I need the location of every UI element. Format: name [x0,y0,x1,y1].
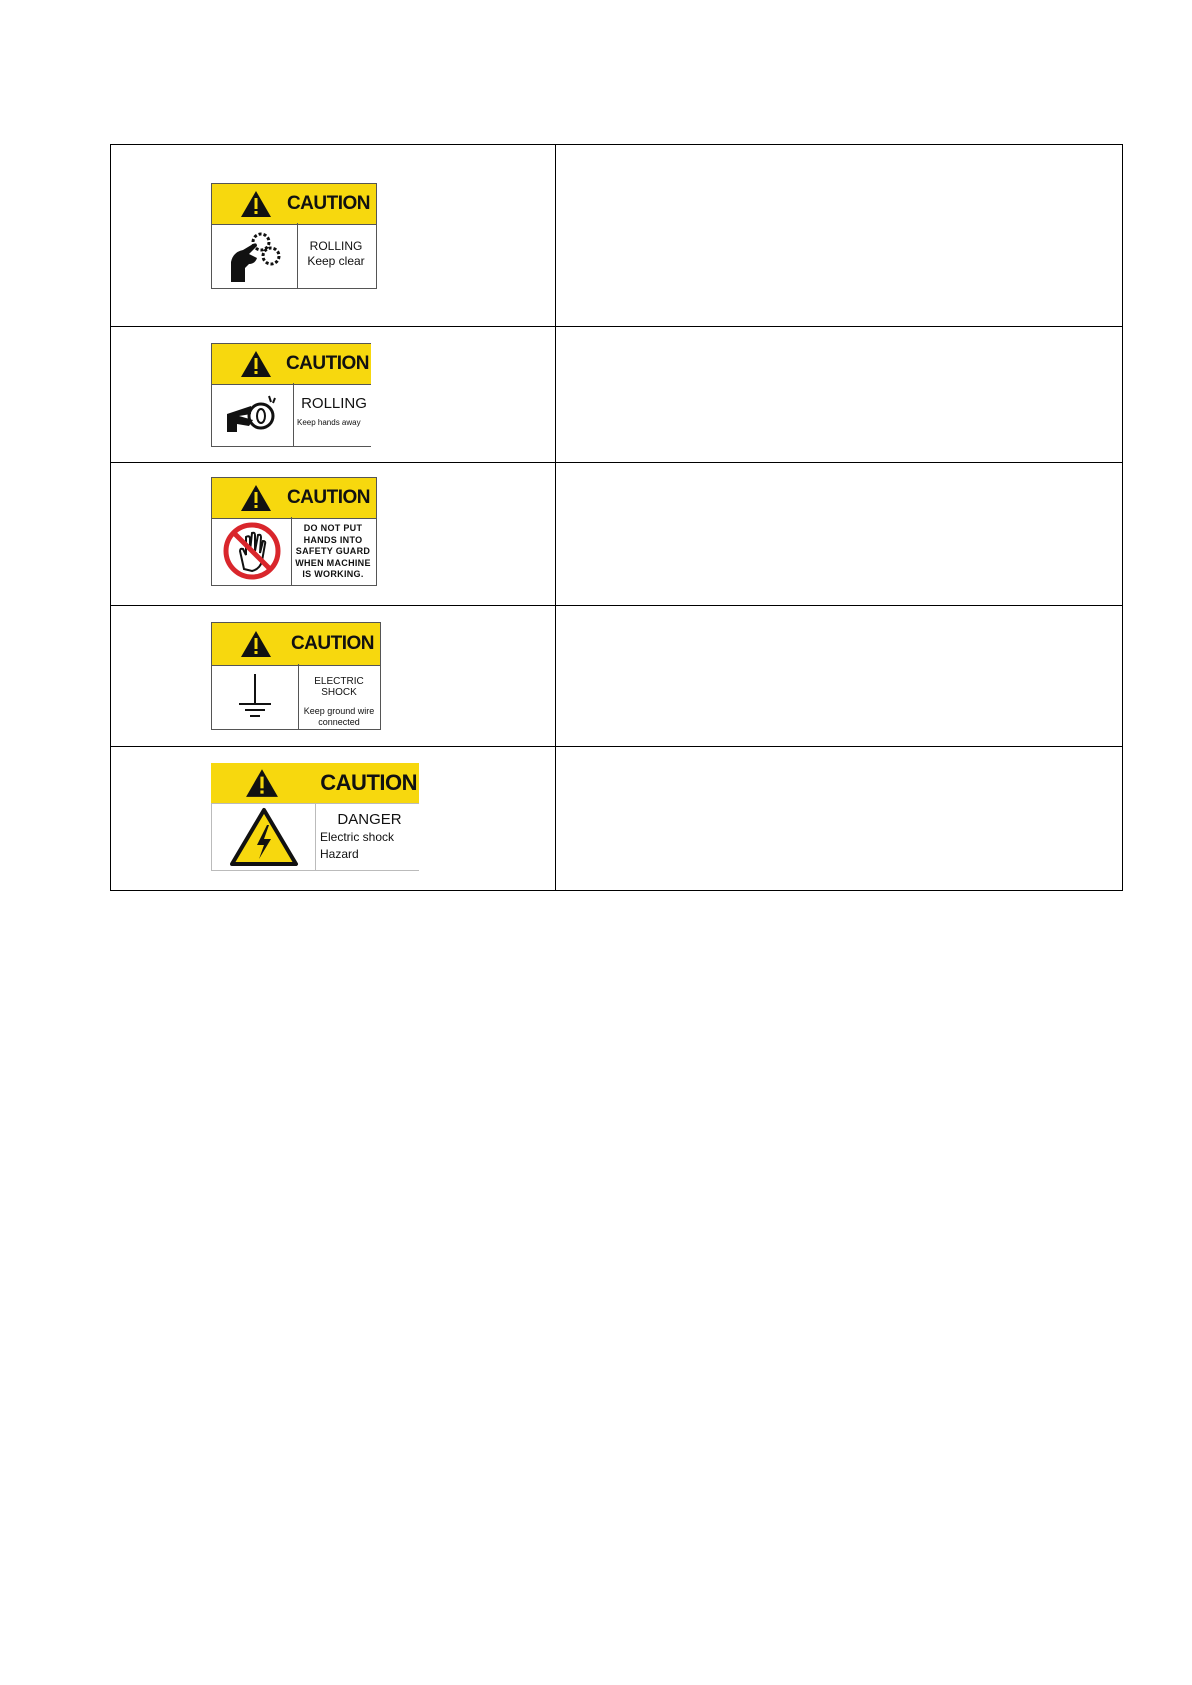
sign-header-label: CAUTION [320,770,417,795]
caution-sign-rolling-keep-hands-away [211,343,371,447]
sign-text-line: SAFETY GUARD [295,546,371,556]
caution-sign-no-hands-safety-guard [211,477,377,586]
sign-cell [111,327,556,463]
table-row [111,606,1123,747]
sign-text-line: ROLLING [309,239,363,253]
sign-text-line: DO NOT PUT [303,523,363,533]
sign-text-line: Electric shock [320,830,395,844]
sign-text-line: WHEN MACHINE [295,557,371,568]
sign-text-line: Hazard [320,847,359,861]
table-row [111,747,1123,891]
sign-text-line: Keep hands away [297,418,361,427]
sign-text-line: Keep clear [307,254,365,268]
sign-pictogram [212,664,299,729]
sign-text [290,517,376,585]
caution-sign-rolling-keep-clear [211,183,377,289]
no-hand-prohibition-icon [222,521,282,581]
sign-header-label: CAUTION [286,487,370,508]
table-row [111,463,1123,606]
hand-at-roller-icon [225,392,281,438]
warning-triangle-icon [240,484,272,512]
sign-header [212,344,371,385]
sign-text-line: connected [318,717,360,727]
sign-header [212,184,376,225]
sign-pictogram [211,803,316,870]
table-row [111,327,1123,463]
caution-sign-danger-electric-shock-hazard [211,763,419,871]
sign-cell [111,145,556,327]
sign-cell [111,606,556,747]
sign-header [212,623,380,666]
high-voltage-icon [229,807,299,867]
description-cell [556,327,1123,463]
description-cell [556,606,1123,747]
sign-pictogram [212,223,298,288]
sign-header-label: CAUTION [285,353,369,374]
description-cell [556,463,1123,606]
sign-cell [111,747,556,891]
warning-triangle-icon [240,350,272,378]
ground-symbol-icon [235,672,275,722]
sign-text-line: IS WORKING. [302,569,364,579]
sign-text-line: HANDS INTO [303,534,363,545]
table-row [111,145,1123,327]
description-cell [556,145,1123,327]
caution-sign-electric-shock-ground [211,622,381,730]
warning-triangle-icon [245,768,279,798]
sign-text-line: ELECTRIC SHOCK [314,676,364,698]
sign-text [293,383,371,446]
sign-header [212,478,376,519]
sign-text-line: Keep ground wire [303,706,375,716]
warning-triangle-icon [240,190,272,218]
sign-header [211,763,419,804]
sign-text [296,223,376,288]
sign-text [298,664,380,729]
sign-text-line: DANGER [337,811,402,828]
sign-text-line: ROLLING [301,395,367,412]
hand-in-gears-icon [227,228,283,284]
description-cell [556,747,1123,891]
sign-text [316,803,419,870]
sign-pictogram [212,517,292,585]
sign-cell [111,463,556,606]
safety-signs-table [110,144,1123,891]
warning-triangle-icon [240,630,272,658]
sign-header-label: CAUTION [286,193,370,214]
sign-pictogram [212,383,294,446]
sign-header-label: CAUTION [290,633,374,654]
